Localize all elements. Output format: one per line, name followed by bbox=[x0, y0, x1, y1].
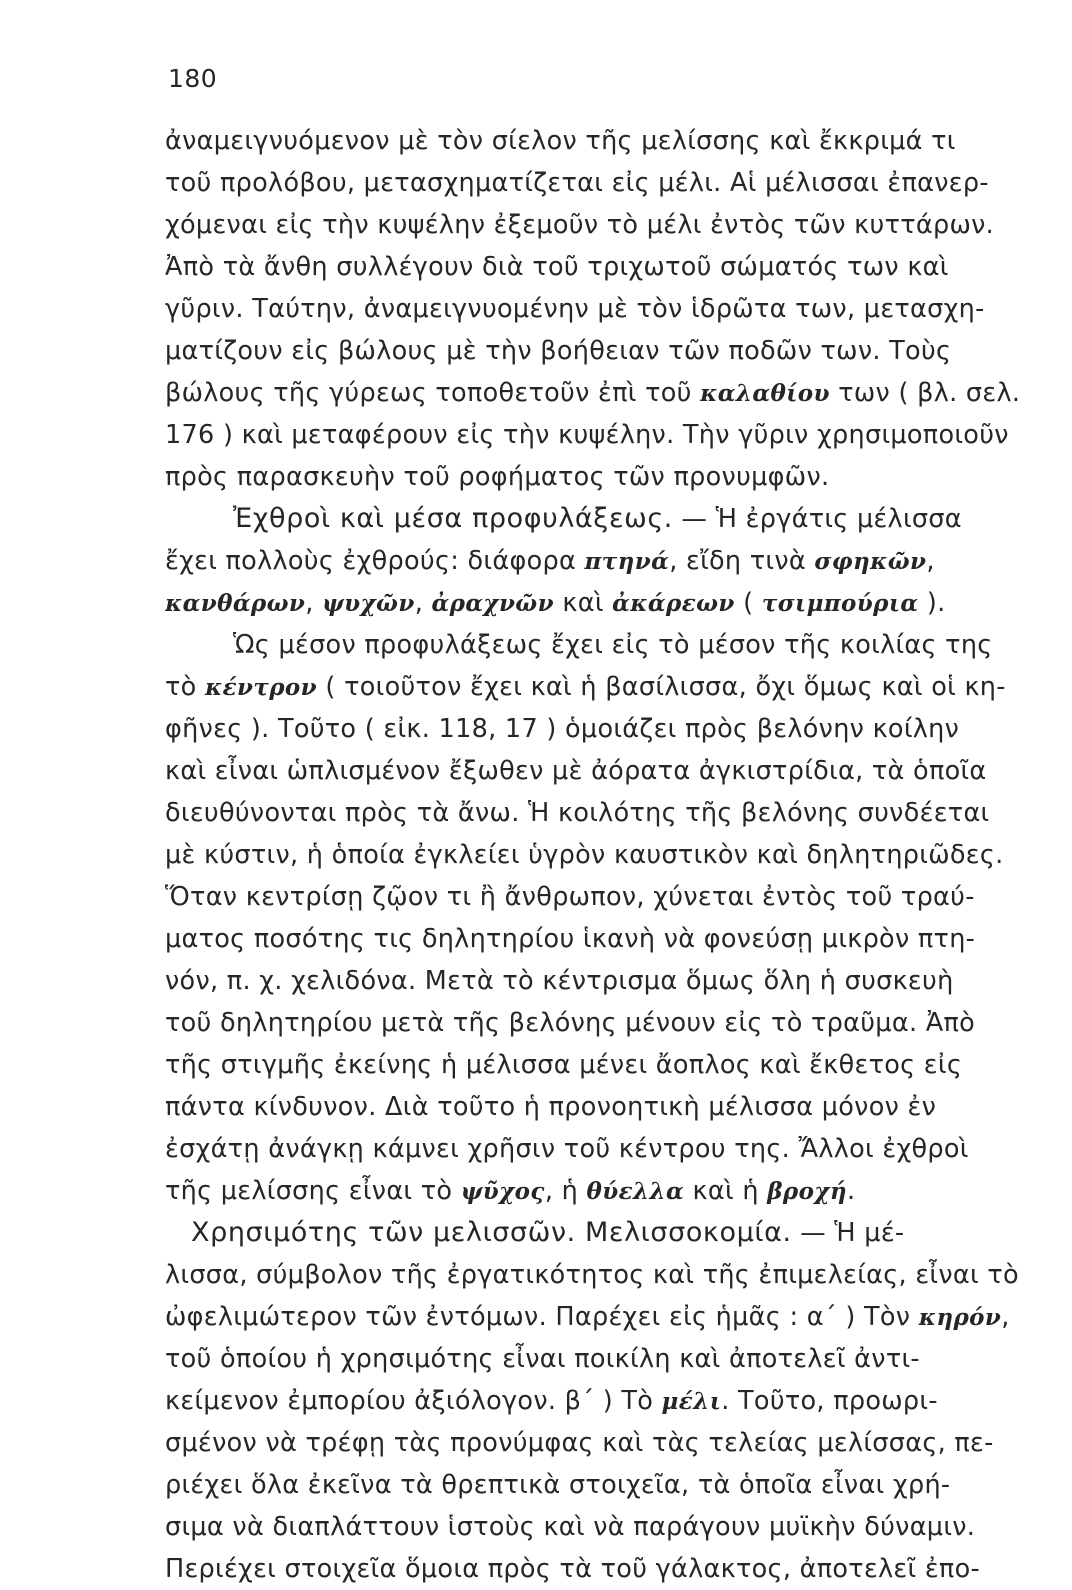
text-run: κείμενον ἐμπορίου ἀξιόλογον. β΄ ) Τὸ bbox=[165, 1386, 662, 1416]
text-run: γῦριν. Ταύτην, ἀναμειγνυομένην μὲ τὸν ἱδρῶτα των, μετασχη- bbox=[165, 294, 985, 324]
body-text bbox=[165, 120, 1055, 1590]
text-run: διευθύνονται πρὸς τὰ ἄνω. Ἡ κοιλότης τῆς βελόνης συνδέεται bbox=[165, 798, 990, 828]
emphasized-term: βροχή bbox=[767, 1178, 847, 1205]
text-run: σιμα νὰ διαπλάττουν ἱστοὺς καὶ νὰ παράγουν μυϊκὴν δύναμιν. bbox=[165, 1512, 976, 1542]
emphasized-term: ψῦχος bbox=[460, 1178, 545, 1205]
emphasized-term: σφηκῶν bbox=[814, 548, 927, 575]
text-line bbox=[165, 666, 1055, 708]
text-run: , bbox=[305, 588, 323, 618]
text-run: τοῦ δηλητηρίου μετὰ τῆς βελόνης μένουν εἰς τὸ τραῦμα. Ἀπὸ bbox=[165, 1008, 976, 1038]
emphasized-term: κέντρον bbox=[204, 674, 318, 701]
section-heading: Χρησιμότης τῶν μελισσῶν. Μελισσοκομία. bbox=[191, 1217, 792, 1248]
text-line bbox=[165, 1254, 1055, 1296]
text-run: μὲ κύστιν, ἡ ὁποία ἐγκλείει ὑγρὸν καυστικὸν καὶ δηλητηριῶδες. bbox=[165, 840, 1004, 870]
emphasized-term: πτηνά bbox=[584, 548, 670, 575]
text-run: — Ἡ μέ- bbox=[791, 1218, 905, 1248]
text-line bbox=[165, 372, 1055, 414]
text-run: καὶ bbox=[553, 588, 613, 618]
emphasized-term: θύελλα bbox=[586, 1178, 685, 1205]
text-run: τῆς στιγμῆς ἐκείνης ἡ μέλισσα μένει ἄοπλος καὶ ἔκθετος εἰς bbox=[165, 1050, 963, 1080]
text-line bbox=[165, 1044, 1055, 1086]
text-run: Ὡς μέσον προφυλάξεως ἔχει εἰς τὸ μέσον τῆς κοιλίας της bbox=[233, 630, 993, 660]
text-line bbox=[165, 1002, 1055, 1044]
text-line bbox=[165, 708, 1055, 750]
page-number: 180 bbox=[168, 64, 218, 93]
text-run: ὠφελιμώτερον τῶν ἐντόμων. Παρέχει εἰς ἡμᾶς : α΄ ) Τὸν bbox=[165, 1302, 919, 1332]
emphasized-term: ψυχῶν bbox=[322, 590, 415, 617]
text-line bbox=[165, 876, 1055, 918]
text-line bbox=[165, 1086, 1055, 1128]
emphasized-term: καλαθίου bbox=[700, 380, 830, 407]
text-line bbox=[165, 918, 1055, 960]
text-line bbox=[165, 204, 1055, 246]
text-line bbox=[165, 834, 1055, 876]
text-line bbox=[165, 1128, 1055, 1170]
text-run: , bbox=[1001, 1302, 1010, 1332]
text-line bbox=[165, 960, 1055, 1002]
text-run: ἀναμειγνυόμενον μὲ τὸν σίελον τῆς μελίσσης καὶ ἔκκριμά τι bbox=[165, 126, 956, 156]
text-run: ριέχει ὅλα ἐκεῖνα τὰ θρεπτικὰ στοιχεῖα, τὰ ὁποῖα εἶναι χρή- bbox=[165, 1470, 951, 1500]
text-run: τὸ bbox=[165, 672, 205, 702]
text-line bbox=[165, 498, 1055, 540]
text-line bbox=[165, 1212, 1055, 1254]
text-run: , bbox=[414, 588, 432, 618]
text-run: ματος ποσότης τις δηλητηρίου ἱκανὴ νὰ φονεύσῃ μικρὸν πτη- bbox=[165, 924, 976, 954]
text-run: Περιέχει στοιχεῖα ὅμοια πρὸς τὰ τοῦ γάλακτος, ἀποτελεῖ ἐπο- bbox=[165, 1554, 980, 1584]
text-run: ). bbox=[918, 588, 946, 618]
text-line bbox=[165, 456, 1055, 498]
text-line bbox=[165, 414, 1055, 456]
text-run: . Τοῦτο, προωρι- bbox=[721, 1386, 938, 1416]
text-run: τοῦ ὁποίου ἡ χρησιμότης εἶναι ποικίλη καὶ ἀποτελεῖ ἀντι- bbox=[165, 1344, 920, 1374]
text-run: τῆς μελίσσης εἶναι τὸ bbox=[165, 1176, 461, 1206]
emphasized-term: ἀραχνῶν bbox=[431, 590, 554, 617]
text-run: νόν, π. χ. χελιδόνα. Μετὰ τὸ κέντρισμα ὅμως ὅλη ἡ συσκευὴ bbox=[165, 966, 954, 996]
emphasized-term: κηρόν bbox=[918, 1304, 1002, 1331]
text-line bbox=[165, 624, 1055, 666]
text-run: 176 ) καὶ μεταφέρουν εἰς τὴν κυψέλην. Τὴν γῦριν χρησιμοποιοῦν bbox=[165, 420, 1009, 450]
text-run: , εἴδη τινὰ bbox=[669, 546, 815, 576]
text-run: . bbox=[846, 1176, 856, 1206]
text-line bbox=[165, 330, 1055, 372]
emphasized-term: μέλι bbox=[661, 1388, 722, 1415]
text-run: των ( βλ. σελ. bbox=[829, 378, 1021, 408]
emphasized-term: τσιμπούρια bbox=[761, 590, 919, 617]
text-run: βώλους τῆς γύρεως τοποθετοῦν ἐπὶ τοῦ bbox=[165, 378, 701, 408]
text-run: τοῦ προλόβου, μετασχηματίζεται εἰς μέλι. Αἱ μέλισσαι ἐπανερ- bbox=[165, 168, 989, 198]
text-run: καὶ ἡ bbox=[684, 1176, 768, 1206]
text-run: πάντα κίνδυνον. Διὰ τοῦτο ἡ προνοητικὴ μέλισσα μόνον ἐν bbox=[165, 1092, 937, 1122]
text-run: ( bbox=[734, 588, 762, 618]
text-run: φῆνες ). Τοῦτο ( εἰκ. 118, 17 ) ὁμοιάζει πρὸς βελόνην κοίλην bbox=[165, 714, 960, 744]
section-heading: Ἐχθροὶ καὶ μέσα προφυλάξεως. bbox=[233, 503, 673, 534]
text-line bbox=[165, 120, 1055, 162]
text-run: ματίζουν εἰς βώλους μὲ τὴν βοήθειαν τῶν ποδῶν των. Τοὺς bbox=[165, 336, 952, 366]
text-line bbox=[165, 1506, 1055, 1548]
emphasized-term: κανθάρων bbox=[165, 590, 306, 617]
text-run: , bbox=[926, 546, 935, 576]
text-run: ἔχει πολλοὺς ἐχθρούς: διάφορα bbox=[165, 546, 585, 576]
text-run: καὶ εἶναι ὡπλισμένον ἔξωθεν μὲ ἀόρατα ἀγκιστρίδια, τὰ ὁποῖα bbox=[165, 756, 987, 786]
text-line bbox=[165, 582, 1055, 624]
text-run: Ἀπὸ τὰ ἄνθη συλλέγουν διὰ τοῦ τριχωτοῦ σώματός των καὶ bbox=[165, 252, 949, 282]
text-line bbox=[165, 246, 1055, 288]
text-run: χόμεναι εἰς τὴν κυψέλην ἐξεμοῦν τὸ μέλι ἐντὸς τῶν κυττάρων. bbox=[165, 210, 995, 240]
text-line bbox=[165, 1338, 1055, 1380]
text-line bbox=[165, 162, 1055, 204]
text-run: — Ἡ ἐργάτις μέλισσα bbox=[673, 504, 962, 534]
emphasized-term: ἀκάρεων bbox=[612, 590, 735, 617]
text-line bbox=[165, 750, 1055, 792]
text-run: σμένον νὰ τρέφῃ τὰς προνύμφας καὶ τὰς τελείας μελίσσας, πε- bbox=[165, 1428, 994, 1458]
text-run: , ἡ bbox=[544, 1176, 587, 1206]
text-line bbox=[165, 1422, 1055, 1464]
text-line bbox=[165, 1296, 1055, 1338]
text-run: ( τοιοῦτον ἔχει καὶ ἡ βασίλισσα, ὄχι ὅμως καὶ οἱ κη- bbox=[317, 672, 1006, 702]
text-run: Ὅταν κεντρίσῃ ζῷον τι ἢ ἄνθρωπον, χύνεται ἐντὸς τοῦ τραύ- bbox=[165, 882, 975, 912]
text-line bbox=[165, 1548, 1055, 1590]
text-run: πρὸς παρασκευὴν τοῦ ροφήματος τῶν προνυμφῶν. bbox=[165, 462, 830, 492]
text-line bbox=[165, 1170, 1055, 1212]
text-run: λισσα, σύμβολον τῆς ἐργατικότητος καὶ τῆς ἐπιμελείας, εἶναι τὸ bbox=[165, 1260, 1019, 1290]
text-run: ἐσχάτῃ ἀνάγκῃ κάμνει χρῆσιν τοῦ κέντρου της. Ἄλλοι ἐχθροὶ bbox=[165, 1134, 969, 1164]
text-line bbox=[165, 792, 1055, 834]
text-line bbox=[165, 540, 1055, 582]
text-line bbox=[165, 288, 1055, 330]
text-line bbox=[165, 1380, 1055, 1422]
